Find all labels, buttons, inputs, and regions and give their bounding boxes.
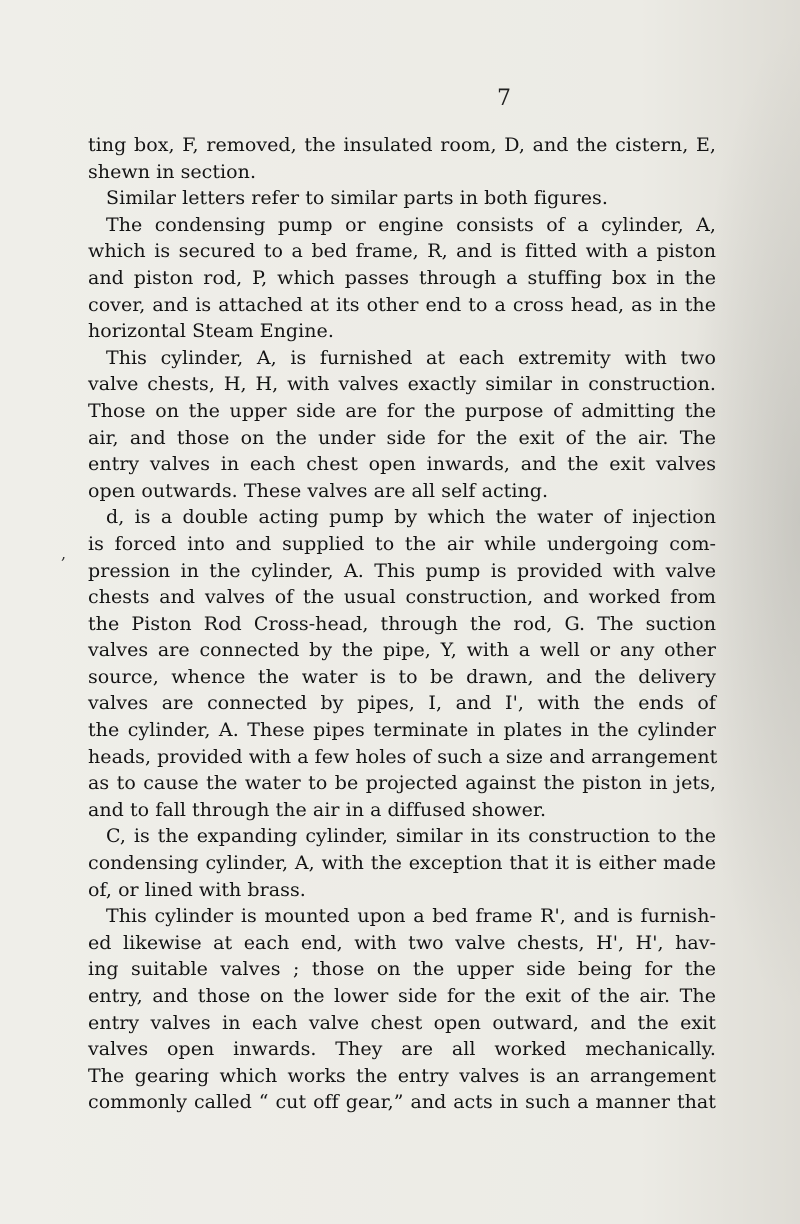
text-line: source, whence the water is to be drawn, and the delivery xyxy=(88,665,716,688)
text-line: shewn in section. xyxy=(88,160,257,183)
text-line: cover, and is attached at its other end to a cross head, as in the xyxy=(88,293,716,316)
text-line: and piston rod, P, which passes through a stuffing box in the xyxy=(88,266,716,289)
text-line: pression in the cylinder, A. This pump is provided with valve xyxy=(88,559,716,582)
text-line: commonly called “ cut off gear,” and acts in such a manner that xyxy=(88,1091,716,1114)
text-line: entry, and those on the lower side for the exit of the air. The xyxy=(88,985,716,1007)
text-line: entry valves in each valve chest open outward, and the exit xyxy=(88,1011,716,1034)
margin-mark: , xyxy=(61,544,67,563)
text-line: C, is the expanding cylinder, similar in its construction to the xyxy=(106,825,716,848)
text-line: ed likewise at each end, with two valve chests, H', H', hav- xyxy=(88,931,716,954)
text-line: Those on the upper side are for the purpose of admitting the xyxy=(88,399,716,422)
text-line: open outwards. These valves are all self acting. xyxy=(88,479,549,502)
text-line: which is secured to a bed frame, R, and is fitted with a piston xyxy=(88,240,716,263)
text-line: valve chests, H, H, with valves exactly similar in construction. xyxy=(88,373,716,396)
text-line: is forced into and supplied to the air while undergoing com- xyxy=(88,532,716,555)
text-line: as to cause the water to be projected against the piston in jets, xyxy=(88,772,716,795)
text-line: and to fall through the air in a diffused shower. xyxy=(88,798,547,821)
text-line: the cylinder, A. These pipes terminate in plates in the cylinder xyxy=(88,719,716,742)
text-line: d, is a double acting pump by which the water of injection xyxy=(106,506,716,529)
text-line: Similar letters refer to similar parts in both figures. xyxy=(106,187,608,210)
text-line: ting box, F, removed, the insulated room, D, and the cistern, E, xyxy=(88,134,716,156)
body-text xyxy=(88,132,716,1116)
text-line: This cylinder, A, is furnished at each extremity with two xyxy=(106,346,716,369)
page-number: 7 xyxy=(497,86,511,111)
text-line: valves are connected by pipes, I, and I', with the ends of xyxy=(88,692,716,715)
text-line: horizontal Steam Engine. xyxy=(88,320,334,343)
text-line: air, and those on the under side for the exit of the air. The xyxy=(88,426,716,449)
text-line: The condensing pump or engine consists of a cylinder, A, xyxy=(106,213,716,236)
text-line: valves are connected by the pipe, Y, with a well or any other xyxy=(88,639,716,662)
text-line: condensing cylinder, A, with the exception that it is either made xyxy=(88,852,716,875)
text-line: entry valves in each chest open inwards, and the exit valves xyxy=(88,453,716,476)
text-line: The gearing which works the entry valves is an arrangement xyxy=(88,1064,716,1087)
text-line: heads, provided with a few holes of such a size and arrangement xyxy=(88,745,718,768)
text-line: ing suitable valves ; those on the upper side being for the xyxy=(88,958,716,981)
text-line: chests and valves of the usual construction, and worked from xyxy=(88,586,716,609)
text-line: valves open inwards. They are all worked mechanically. xyxy=(88,1038,716,1061)
text-line: This cylinder is mounted upon a bed frame R', and is furnish- xyxy=(106,905,716,928)
text-line: the Piston Rod Cross-head, through the rod, G. The suction xyxy=(88,612,716,635)
text-line: of, or lined with brass. xyxy=(88,878,306,901)
